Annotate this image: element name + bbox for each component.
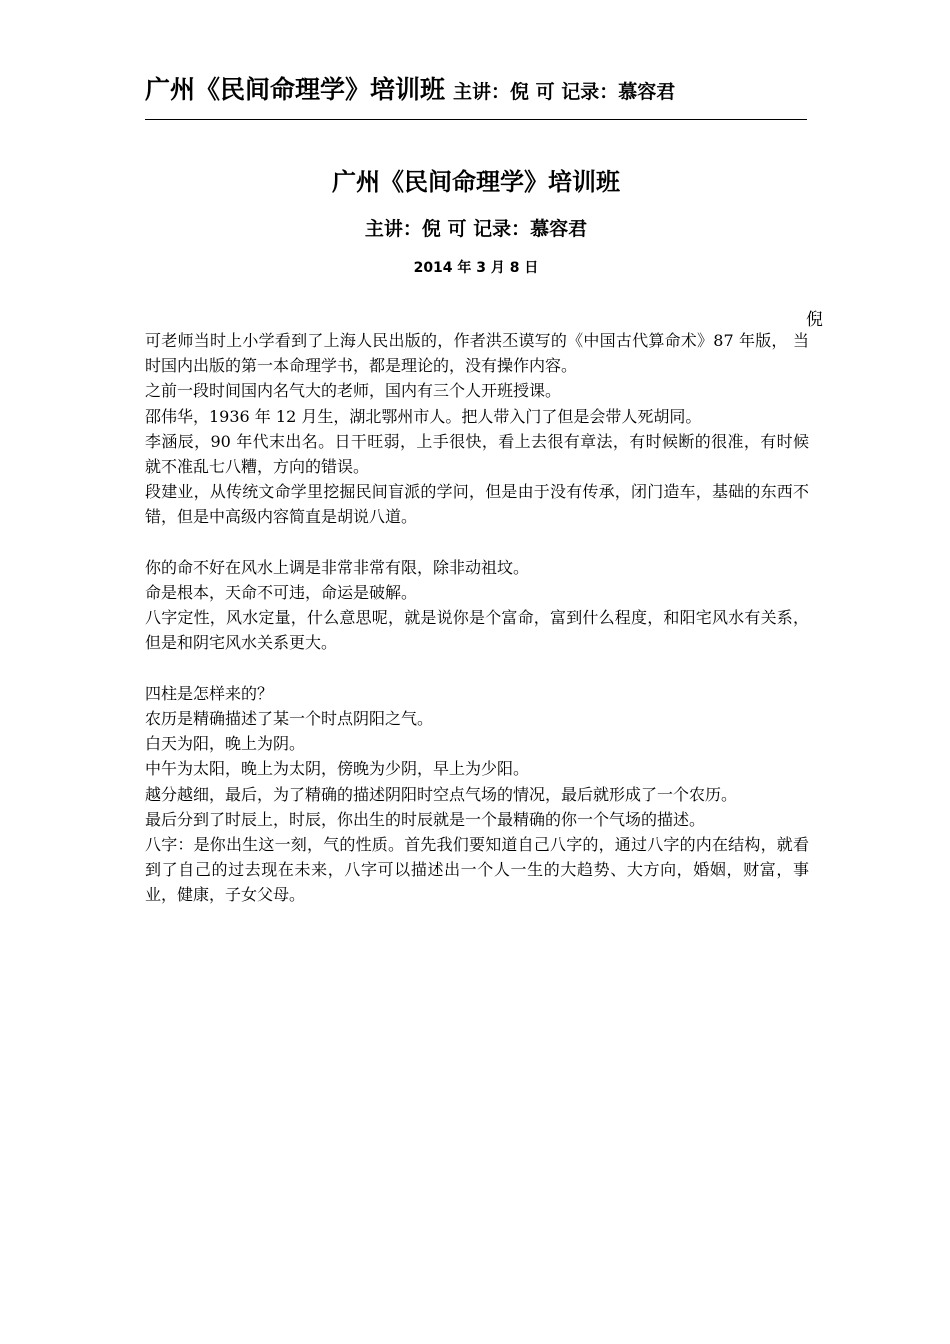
header-divider — [145, 119, 807, 120]
paragraph: 你的命不好在风水上调是非常非常有限，除非动祖坟。 — [145, 557, 530, 577]
paragraph: 八字定性，风水定量，什么意思呢，就是说你是个富命，富到什么程度，和阳宅风水有关系，但是和阴宅风水关系更大。 — [145, 608, 809, 653]
stray-character: 倪 — [806, 310, 823, 330]
document-subtitle: 主讲：倪 可 记录：慕容君 — [364, 218, 588, 240]
header-title: 广州《民间命理学》培训班 — [145, 75, 446, 104]
paragraph: 白天为阳，晚上为阴。 — [145, 734, 306, 754]
document-body — [145, 328, 809, 908]
paragraph: 段建业，从传统文命学里挖掘民间盲派的学问，但是由于没有传承，闭门造车，基础的东西不错，但是中高级内容简直是胡说八道。 — [145, 482, 809, 527]
paragraph: 中午为太阳，晚上为太阴，傍晚为少阴，早上为少阳。 — [145, 759, 530, 779]
paragraph: 越分越细，最后，为了精确的描述阴阳时空点气场的情况，最后就形成了一个农历。 — [145, 784, 738, 804]
paragraph: 最后分到了时辰上，时辰，你出生的时辰就是一个最精确的你一个气场的描述。 — [145, 809, 706, 829]
paragraph: 可老师当时上小学看到了上海人民出版的，作者洪丕谟写的《中国古代算命术》87 年版， 当时国内出版的第一本命理学书，都是理论的，没有操作内容。 — [145, 331, 809, 376]
paragraph: 李涵辰，90 年代末出名。日干旺弱，上手很快，看上去很有章法，有时候断的很准，有时候就不准乱七八糟，方向的错误。 — [145, 431, 809, 477]
header-subtitle: 主讲：倪 可 记录：慕容君 — [453, 81, 676, 103]
paragraph: 农历是精确描述了某一个时点阴阳之气。 — [145, 709, 434, 729]
blank-line — [145, 656, 809, 681]
paragraph: 命是根本，天命不可违，命运是破解。 — [145, 583, 418, 603]
page-header — [145, 70, 807, 110]
paragraph: 四柱是怎样来的？ — [145, 683, 274, 703]
paragraph: 之前一段时间国内名气大的老师，国内有三个人开班授课。 — [145, 381, 562, 401]
document-date: 2014 年 3 月 8 日 — [413, 260, 539, 276]
paragraph: 邵伟华，1936 年 12 月生，湖北鄂州市人。把人带入门了但是会带人死胡同。 — [145, 406, 702, 426]
blank-line — [145, 530, 809, 555]
paragraph: 八字：是你出生这一刻，气的性质。首先我们要知道自己八字的，通过八字的内在结构，就看到了自己的过去现在未来，八字可以描述出一个人一生的大趋势、大方向，婚姻，财富，事业，健康，子女父母。 — [145, 835, 809, 905]
document-title: 广州《民间命理学》培训班 — [332, 168, 620, 196]
